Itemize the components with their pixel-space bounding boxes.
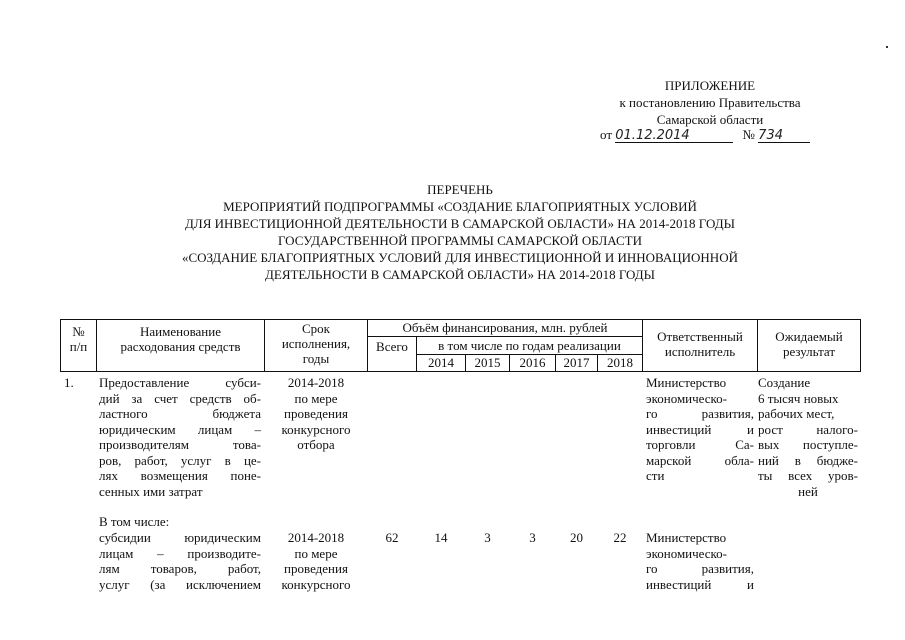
row2-term-line: по мере xyxy=(294,545,338,561)
header-year-2015: 2015 xyxy=(474,355,501,370)
scan-dot xyxy=(886,46,888,48)
row1-term xyxy=(265,375,367,453)
row1-result xyxy=(758,375,858,499)
row2-name xyxy=(99,530,261,592)
row2-term-line: 2014-2018 xyxy=(287,530,345,545)
header-resp-l2: исполнитель xyxy=(664,344,736,359)
row1-term-line: проведения xyxy=(284,406,348,421)
row2-responsible xyxy=(646,530,754,592)
row2-year-2014: 14 xyxy=(434,530,448,545)
row2-resp-line: Министерство xyxy=(646,530,727,545)
row2-year-2017: 20 xyxy=(570,530,583,545)
row1-name-line: ров, работ, услуг в це- xyxy=(99,452,261,468)
title-line1: ПЕРЕЧЕНЬ xyxy=(427,182,493,197)
row1-resp-line: марской обла- xyxy=(646,452,754,468)
header-name xyxy=(97,324,264,354)
header-total: Всего xyxy=(376,339,408,354)
header-result xyxy=(758,329,860,359)
header-term-l3: годы xyxy=(302,351,330,366)
row2-name-line: лицам – производите- xyxy=(99,545,261,561)
header-num xyxy=(61,324,96,354)
row1-name-line: дий за счет средств об- xyxy=(99,390,261,406)
row2-term xyxy=(265,530,367,592)
header-result-l2: результат xyxy=(782,344,836,359)
row2-total: 62 xyxy=(385,530,399,545)
header-name-l2: расходования средств xyxy=(120,339,241,354)
row1-result-line: рост налого- xyxy=(758,421,858,437)
header-num-l2: п/п xyxy=(69,339,88,354)
header-responsible xyxy=(643,329,757,359)
header-name-l1: Наименование xyxy=(140,324,221,339)
row1-resp-line: инвестиций и xyxy=(646,421,754,437)
row1-result-line: Создание xyxy=(758,375,811,390)
header-resp-l1: Ответственный xyxy=(657,329,743,344)
header-term-l1: Срок xyxy=(302,321,330,336)
header-year-2018: 2018 xyxy=(607,355,633,370)
title-line5: «СОЗДАНИЕ БЛАГОПРИЯТНЫХ УСЛОВИЙ ДЛЯ ИНВЕСТИЦИОННОЙ И ИННОВАЦИОННОЙ xyxy=(182,250,738,265)
row1-result-line: ний в бюдже- xyxy=(758,452,858,468)
row1-name-line: ластного бюджета xyxy=(99,406,261,421)
row1-name-line: сенных ими затрат xyxy=(99,483,203,499)
header-term xyxy=(265,321,367,366)
row1-resp-line: экономическо- xyxy=(646,390,728,406)
row1-num: 1. xyxy=(64,375,74,390)
row1-result-line: вых поступле- xyxy=(758,437,858,452)
row1-term-line: 2014-2018 xyxy=(287,375,345,390)
title-line6: ДЕЯТЕЛЬНОСТИ В САМАРСКОЙ ОБЛАСТИ» НА 2014-2018 ГОДЫ xyxy=(265,267,655,282)
appendix-line1: к постановлению Правительства xyxy=(619,95,801,110)
appendix-heading: ПРИЛОЖЕНИЕ xyxy=(664,78,756,93)
date-handwritten: 01.12.2014 xyxy=(615,129,733,143)
row1-term-line: конкурсного xyxy=(281,421,351,437)
row2-term-line: конкурсного xyxy=(281,576,351,592)
row1-name-line: лях возмещения поне- xyxy=(99,468,261,483)
header-year-2014: 2014 xyxy=(428,355,454,370)
row2-year-2015: 3 xyxy=(484,530,491,545)
row1-name-line: юридическим лицам – xyxy=(99,421,261,437)
row2-term-line: проведения xyxy=(284,561,348,576)
row1-term-line: отбора xyxy=(297,437,335,452)
row1-resp-line: сти xyxy=(646,468,665,483)
appendix-signature-line xyxy=(600,127,810,143)
header-term-l2: исполнения, xyxy=(281,336,351,351)
header-year-2017: 2017 xyxy=(563,355,590,370)
row1-term-line: по мере xyxy=(294,390,338,406)
row2-name-line: лям товаров, работ, xyxy=(99,561,261,576)
row1-result-line: ты всех уров- xyxy=(758,468,858,483)
title-line4: ГОСУДАРСТВЕННОЙ ПРОГРАММЫ САМАРСКОЙ ОБЛАСТИ xyxy=(277,233,643,248)
row1-resp-line: Министерство xyxy=(646,375,727,390)
row2-name-line: субсидии юридическим xyxy=(99,530,261,545)
row1-result-line: рабочих мест, xyxy=(758,406,835,421)
row1-result-line: 6 тысяч новых xyxy=(758,390,839,406)
title-line2: МЕРОПРИЯТИЙ ПОДПРОГРАММЫ «СОЗДАНИЕ БЛАГОПРИЯТНЫХ УСЛОВИЙ xyxy=(223,199,697,214)
header-year-2016: 2016 xyxy=(519,355,546,370)
row1-name xyxy=(99,375,261,499)
number-handwritten: 734 xyxy=(758,129,810,143)
row2-year-2018: 22 xyxy=(613,530,627,545)
row2-name-line: услуг (за исключением xyxy=(99,576,261,592)
number-prefix: № xyxy=(742,127,755,142)
header-by-years: в том числе по годам реализации xyxy=(438,338,621,353)
row1-responsible xyxy=(646,375,754,484)
row2-resp-line: го развития, xyxy=(646,561,754,576)
header-num-l1: № xyxy=(72,324,85,339)
date-prefix: от xyxy=(600,127,613,142)
row1-name-line: производителям това- xyxy=(99,437,261,452)
row1-resp-line: торговли Са- xyxy=(646,437,754,452)
row1-resp-line: го развития, xyxy=(646,406,754,421)
header-result-l1: Ожидаемый xyxy=(775,329,843,344)
appendix-line2: Самарской области xyxy=(656,112,764,127)
title-line3: ДЛЯ ИНВЕСТИЦИОННОЙ ДЕЯТЕЛЬНОСТИ В САМАРСКОЙ ОБЛАСТИ» НА 2014-2018 ГОДЫ xyxy=(185,216,735,231)
row2-resp-line: инвестиций и xyxy=(646,576,754,592)
row2-resp-line: экономическо- xyxy=(646,545,728,561)
header-funding: Объём финансирования, млн. рублей xyxy=(402,320,608,335)
row1-name-line: Предоставление субси- xyxy=(99,375,261,390)
row1-result-line: ней xyxy=(798,483,818,499)
including-label: В том числе: xyxy=(99,514,170,529)
row2-year-2016: 3 xyxy=(529,530,536,545)
